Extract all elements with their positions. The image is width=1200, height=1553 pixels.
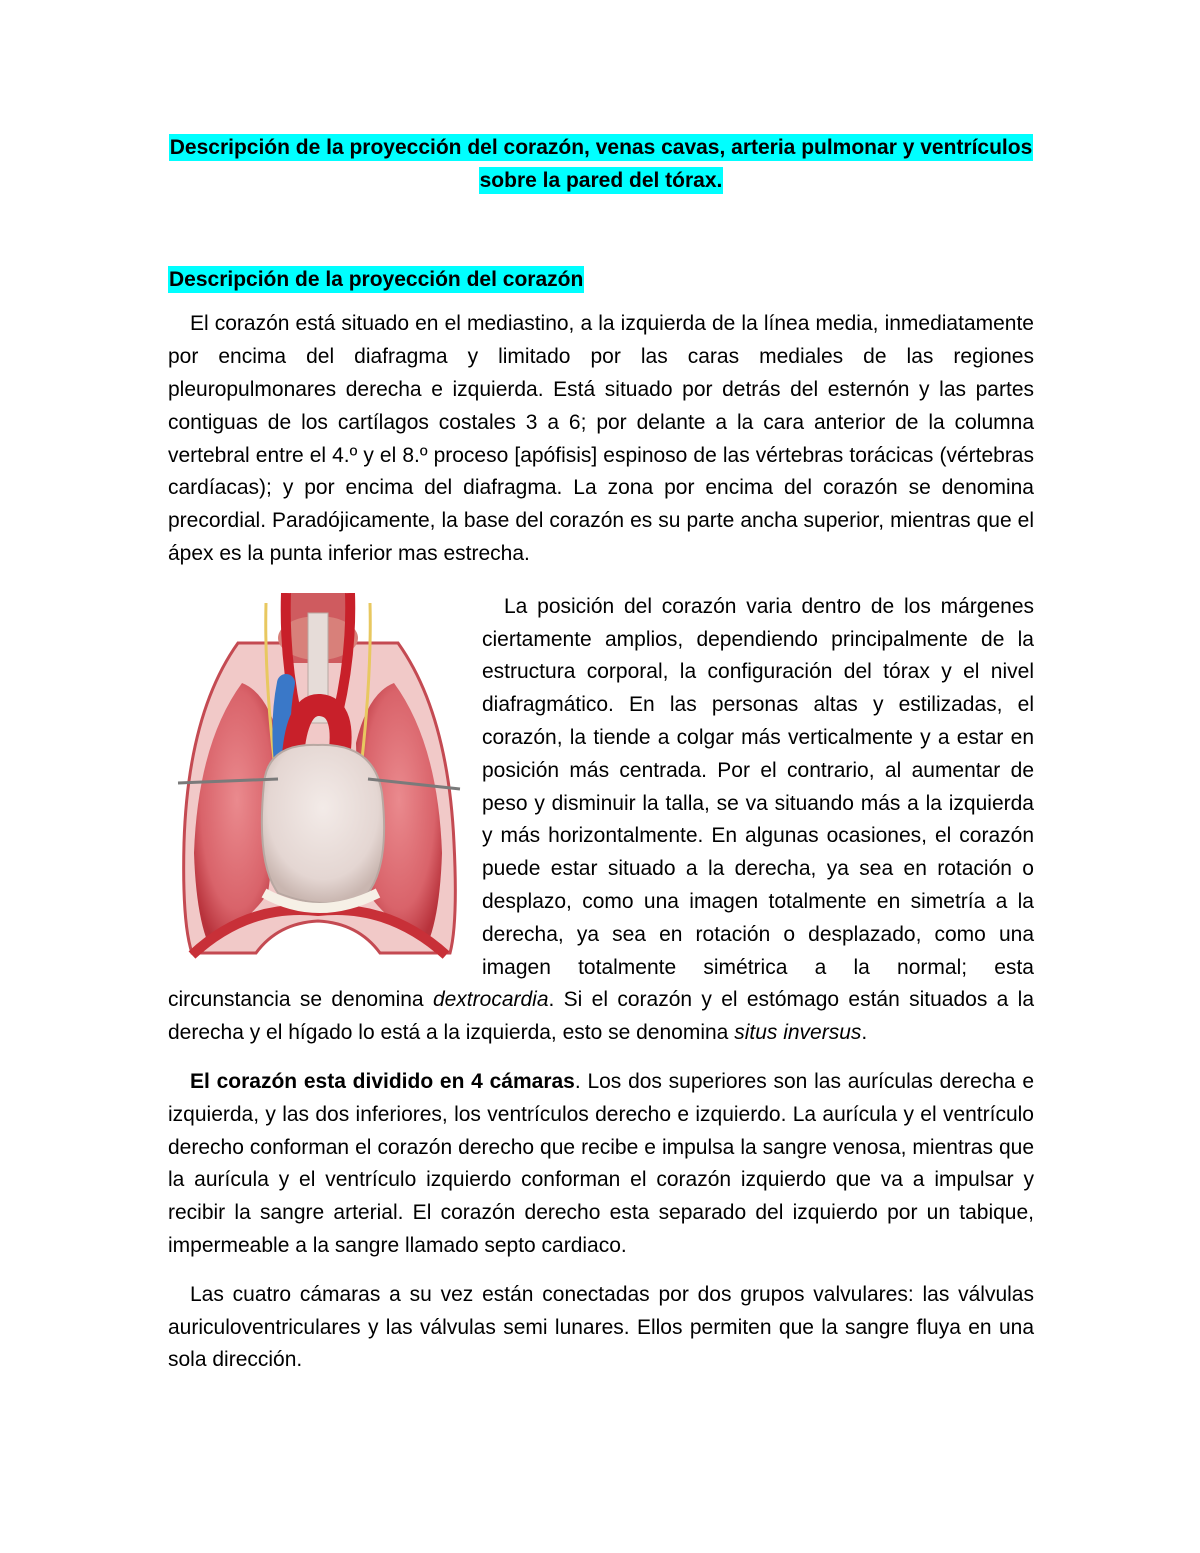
paragraph-4: Las cuatro cámaras a su vez están conectadas por dos grupos valvulares: las válvulas auriculoventriculares y las válvulas semi lunares. Ellos permiten que la sangre fluya en una sola dirección. bbox=[168, 1282, 1034, 1372]
paragraph-2-text: La posición del corazón varia dentro de los márgenes ciertamente amplios, dependiendo principalmente de la estructura corporal, la configuración del tórax y el nivel diafragmático. En las personas altas y estilizadas, el corazón, la tiende a colgar más verticalmente y a estar en posición más centrada. Por el contrario, al aumentar de peso y disminuir la talla, se va situando más a la izquierda y más horizontalmente. En algunas ocasiones, el corazón puede estar situado a la derecha, ya sea en rotación o desplazo, como una imagen totalmente en simetría a la derecha, ya sea en rotación o desplazado, como una imagen totalmente simétrica a la normal; esta circunstancia se denomina bbox=[168, 594, 1034, 1012]
title-line-1: Descripción de la proyección del corazón, venas cavas, arteria pulmonar y ventrículos bbox=[169, 136, 1033, 159]
paragraph-2 bbox=[168, 591, 1034, 1050]
paragraph-3-bold: El corazón esta dividido en 4 cámaras bbox=[190, 1069, 575, 1093]
term-situs-inversus: situs inversus bbox=[734, 1021, 862, 1045]
paragraph-3-text: . Los dos superiores son las aurículas derecha e izquierda, y las dos inferiores, los ventrículos derecho e izquierdo. La aurícula y el ventrículo derecho conforman el corazón derecho que recibe e impulsa la sangre venosa, mientras que la aurícula y el ventrículo izquierdo conforman el corazón izquierdo que va a impulsar y recibir la sangre arterial. El corazón derecho esta separado del izquierdo por un tabique, impermeable a la sangre llamado septo cardiaco. bbox=[168, 1069, 1034, 1257]
section-heading-text: Descripción de la proyección del corazón bbox=[169, 267, 584, 291]
paragraph-2-end: . bbox=[861, 1021, 868, 1045]
document-title bbox=[168, 132, 1034, 198]
thorax-anatomy-icon bbox=[168, 593, 468, 969]
document-body bbox=[168, 132, 1034, 1393]
paragraph-3 bbox=[168, 1066, 1034, 1263]
section-heading bbox=[168, 264, 1034, 297]
paragraph-1: El corazón está situado en el mediastino, a la izquierda de la línea media, inmediatamente por encima del diafragma y limitado por las caras mediales de las regiones pleuropulmonares derecha e izquierda. Está situado por detrás del esternón y las partes contiguas de los cartílagos costales 3 a 6; por delante a la cara anterior de la columna vertebral entre el 4.º y el 8.º proceso [apófisis] espinoso de las vértebras torácicas (vértebras cardíacas); y por encima del diafragma. La zona por encima del corazón se denomina precordial. Paradójicamente, la base del corazón es su parte ancha superior, mientras que el ápex es la punta inferior mas estrecha. bbox=[168, 312, 1034, 565]
term-dextrocardia: dextrocardia bbox=[432, 988, 549, 1012]
title-line-2: sobre la pared del tórax. bbox=[479, 168, 723, 192]
paragraph-2-middle: . Si el corazón y el estómago están situados a la derecha y el hígado lo está a la izquierda, esto se denomina bbox=[168, 988, 1034, 1045]
thorax-anatomy-figure bbox=[168, 593, 468, 969]
